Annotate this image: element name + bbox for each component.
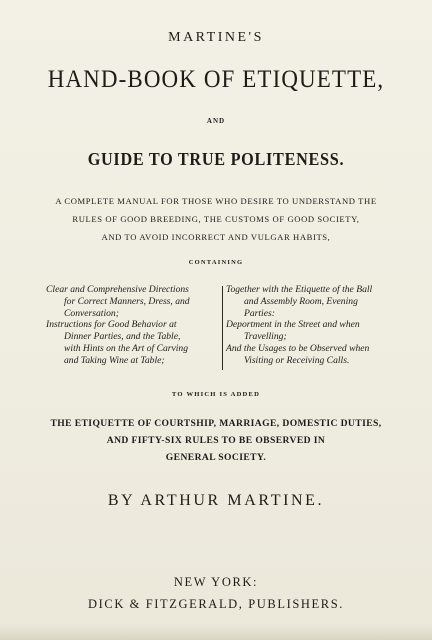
addendum-line: GENERAL SOCIETY. (165, 452, 267, 463)
contents-line: Travelling; (244, 331, 287, 343)
contents-line: Together with the Etiquette of the Ball (226, 284, 373, 295)
addendum-line: AND FIFTY-SIX RULES TO BE OBSERVED IN (106, 435, 326, 446)
contents-line: Conversation; (64, 307, 119, 319)
containing-label: CONTAINING (188, 259, 244, 266)
author-possessive: MARTINE'S (168, 30, 264, 45)
description-line: AND TO AVOID INCORRECT AND VULGAR HABITS, (101, 232, 331, 242)
addendum-line: THE ETIQUETTE OF COURTSHIP, MARRIAGE, DOMESTIC DUTIES, (50, 418, 382, 429)
imprint-publisher: DICK & FITZGERALD, PUBLISHERS. (88, 597, 344, 611)
contents-line: Parties: (244, 307, 275, 319)
contents-line: Clear and Comprehensive Directions (46, 284, 189, 295)
imprint-city: NEW YORK: (173, 575, 259, 589)
contents-line: Visiting or Receiving Calls. (244, 354, 350, 366)
contents-line: Deportment in the Street and when (226, 319, 360, 331)
contents-line: And the Usages to be Observed when (226, 342, 370, 354)
description-line: A COMPLETE MANUAL FOR THOSE WHO DESIRE TO UNDERSTAND THE (55, 196, 377, 206)
contents-line: Instructions for Good Behavior at (46, 319, 177, 331)
book-subtitle: GUIDE TO TRUE POLITENESS. (87, 149, 345, 169)
contents-left-column (46, 284, 218, 367)
column-divider (222, 286, 223, 370)
description-line: RULES OF GOOD BREEDING, THE CUSTOMS OF GOOD SOCIETY, (72, 214, 360, 224)
contents-line: and Assembly Room, Evening (244, 295, 358, 307)
contents-line: and Taking Wine at Table; (64, 354, 165, 366)
and-connector: AND (206, 117, 226, 125)
book-title: HAND-BOOK OF ETIQUETTE, (47, 66, 385, 93)
contents-line: for Correct Manners, Dress, and (64, 295, 190, 307)
page-edge-shade (0, 624, 432, 640)
author-byline: BY ARTHUR MARTINE. (107, 492, 325, 509)
added-label: TO WHICH IS ADDED (171, 391, 261, 398)
contents-right-column (226, 284, 398, 367)
contents-line: with Hints on the Art of Carving (64, 342, 189, 354)
contents-columns (46, 284, 396, 370)
contents-line: Dinner Parties, and the Table, (64, 331, 181, 343)
